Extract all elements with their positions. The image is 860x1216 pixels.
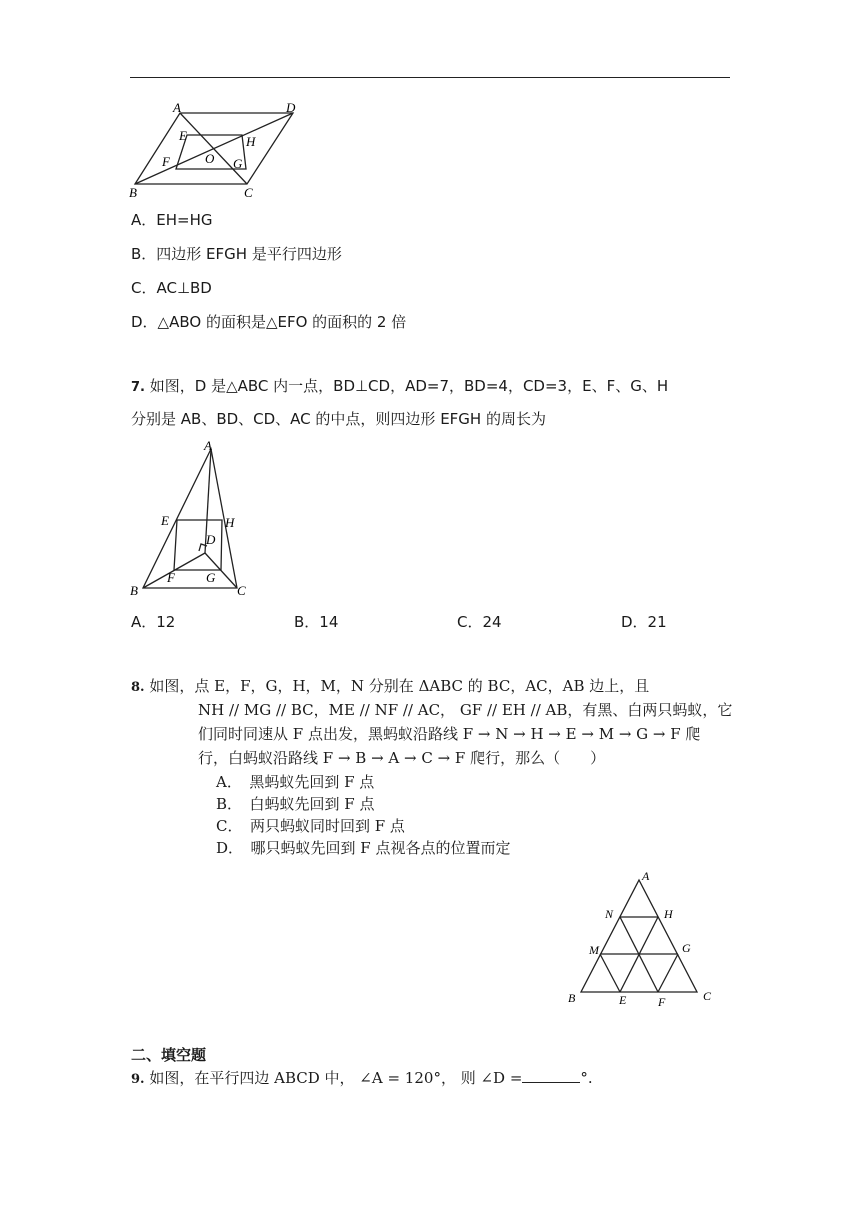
svg-text:A: A: [642, 869, 650, 883]
q8-option-a: A． 黑蚂蚁先回到 F 点: [216, 773, 375, 791]
svg-text:B: B: [130, 583, 138, 598]
svg-text:H: H: [225, 515, 235, 530]
svg-text:G: G: [206, 570, 216, 585]
q8-number: 8.: [131, 680, 145, 695]
svg-text:G: G: [682, 941, 691, 955]
q8-option-c: C． 两只蚂蚁同时回到 F 点: [216, 817, 405, 835]
svg-text:E: E: [161, 513, 169, 528]
svg-text:F: F: [167, 570, 175, 585]
q8-line3: 们同时同速从 F 点出发，黑蚂蚁沿路线 F → N → H → E → M → G → F 爬: [198, 725, 701, 743]
header-rule: [130, 77, 730, 78]
svg-text:N: N: [605, 907, 614, 921]
q7-number: 7.: [131, 380, 145, 395]
svg-text:H: H: [246, 134, 256, 149]
q7-line2: 分别是 AB、BD、CD、AC 的中点，则四边形 EFGH 的周长为: [131, 410, 546, 428]
q7-option-a: A．12: [131, 613, 176, 631]
svg-text:H: H: [664, 907, 673, 921]
q6-option-a: A．EH=HG: [131, 211, 213, 229]
q9-text-end: °.: [580, 1069, 593, 1087]
svg-text:C: C: [703, 989, 712, 1003]
svg-text:O: O: [205, 151, 215, 166]
svg-text:B: B: [568, 991, 576, 1005]
q9-line: [131, 1068, 593, 1090]
svg-text:C: C: [237, 583, 246, 598]
q7-figure: [125, 436, 255, 602]
q7-option-d: D．21: [621, 613, 667, 631]
svg-text:D: D: [286, 100, 296, 115]
q6-figure: [125, 98, 315, 202]
svg-text:A: A: [173, 100, 181, 115]
q6-option-b: B．四边形 EFGH 是平行四边形: [131, 245, 342, 263]
q7-option-c: C．24: [457, 613, 502, 631]
svg-text:G: G: [233, 156, 243, 171]
svg-text:B: B: [129, 185, 137, 200]
q8-line2: NH // MG // BC，ME // NF // AC， GF // EH // AB，有黑、白两只蚂蚁，它: [198, 701, 733, 719]
q6-option-d: D．△ABO 的面积是△EFO 的面积的 2 倍: [131, 313, 407, 331]
q6-option-c: C．AC⊥BD: [131, 279, 212, 297]
q9-text: 如图，在平行四边 ABCD 中， ∠A = 120°， 则 ∠D =: [149, 1069, 523, 1087]
q7-text-1: 如图，D 是△ABC 内一点，BD⊥CD，AD=7，BD=4，CD=3，E、F、G、H: [149, 377, 669, 395]
q7-line1: [131, 376, 668, 398]
q8-line1: [131, 676, 649, 698]
svg-text:D: D: [206, 532, 216, 547]
q9-number: 9.: [131, 1072, 145, 1087]
q9-answer-blank[interactable]: [522, 1068, 580, 1083]
svg-text:E: E: [179, 128, 187, 143]
svg-text:A: A: [204, 438, 212, 453]
q8-option-b: B． 白蚂蚁先回到 F 点: [216, 795, 375, 813]
svg-text:M: M: [589, 943, 599, 957]
q8-text-1: 如图，点 E，F，G，H，M，N 分别在 ΔABC 的 BC，AC，AB 边上，且: [149, 677, 650, 695]
q7-option-b: B．14: [294, 613, 339, 631]
svg-text:C: C: [244, 185, 253, 200]
section-title: 二、填空题: [131, 1046, 207, 1064]
svg-text:F: F: [658, 995, 666, 1009]
q8-line4: 行，白蚂蚁沿路线 F → B → A → C → F 爬行，那么（ ）: [198, 749, 606, 767]
q8-option-d: D． 哪只蚂蚁先回到 F 点视各点的位置而定: [216, 839, 511, 857]
svg-text:F: F: [162, 154, 170, 169]
q8-figure: [560, 866, 730, 1012]
svg-text:E: E: [619, 993, 627, 1007]
